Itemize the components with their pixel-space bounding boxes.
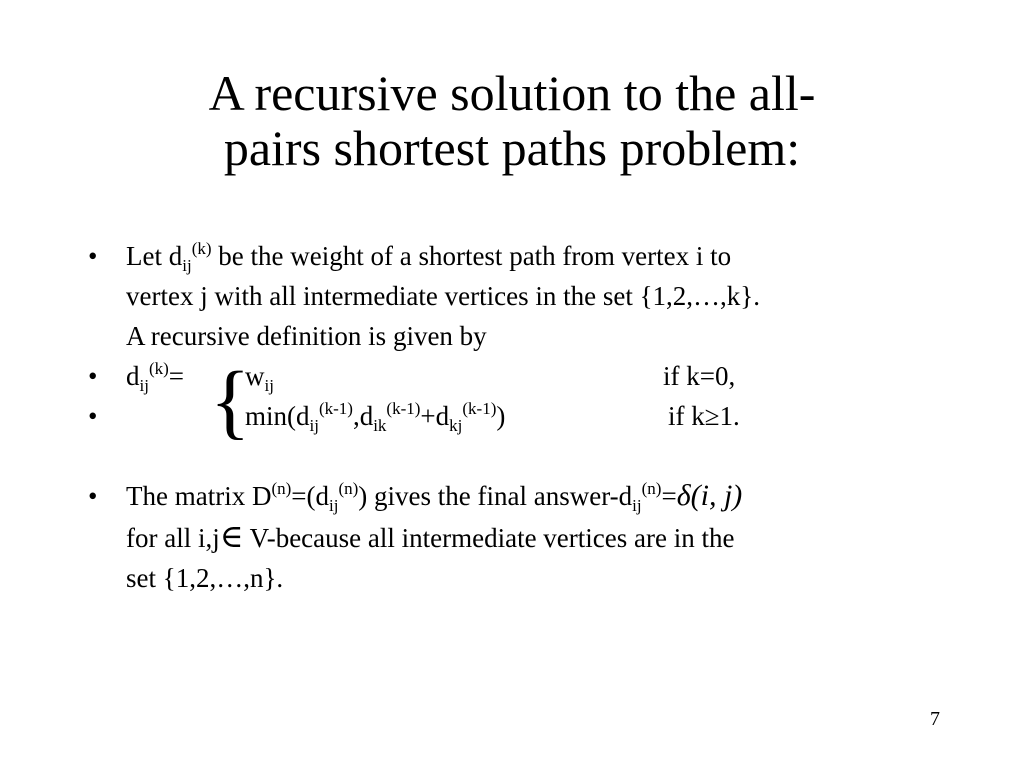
bullet4-eq-d: =(d	[291, 481, 330, 511]
bullet4-mid: ) gives the final answer-d	[358, 481, 633, 511]
bullet-dot: •	[88, 241, 98, 271]
bullet1-sup: (k)	[191, 239, 212, 258]
case2-expression	[245, 396, 505, 436]
page-number: 7	[930, 708, 940, 730]
bullet-dot: •	[88, 481, 98, 511]
case2-plus-d: +d	[420, 401, 450, 431]
bullet-dot: •	[88, 401, 98, 431]
slide-title	[60, 66, 964, 176]
bullet2-eq: =	[168, 361, 185, 391]
bullet-definition	[88, 236, 968, 356]
case2-close: )	[496, 401, 506, 431]
case2-condition: if k≥1.	[668, 401, 740, 431]
case1-sub: ij	[264, 376, 274, 395]
case2-min: min(d	[245, 401, 310, 431]
bullet4-lead: The matrix D	[126, 481, 272, 511]
case2-sub3: kj	[449, 416, 463, 435]
case2-sup3: (k-1)	[462, 399, 497, 418]
case2-sub2: ik	[373, 416, 387, 435]
bullet4-sub-ij2: ij	[632, 496, 642, 515]
bullet2-sub: ij	[139, 376, 149, 395]
bullet1-line2: vertex j with all intermediate vertices in the set {1,2,…,k}.	[126, 281, 760, 311]
bullet4-sup-n2: (n)	[338, 479, 359, 498]
piecewise-brace: {	[210, 355, 251, 448]
title-line-1: A recursive solution to the all-	[208, 65, 816, 121]
bullet-dot: •	[88, 361, 98, 391]
bullet4-sub-ij: ij	[329, 496, 339, 515]
case2-sup2: (k-1)	[386, 399, 421, 418]
bullet2-lead: d	[126, 361, 140, 391]
bullet1-line1: be the weight of a shortest path from vertex i to	[211, 241, 732, 271]
title-line-2: pairs shortest paths problem:	[223, 120, 801, 176]
bullet4-line2-post: V-because all intermediate vertices are in the	[243, 523, 735, 553]
bullet4-line2-pre: for all i,j	[126, 523, 220, 553]
case1-w: w	[245, 361, 265, 391]
bullet-final-answer	[88, 476, 968, 598]
bullet1-lead: Let d	[126, 241, 183, 271]
bullet4-sup-n3: (n)	[641, 479, 662, 498]
bullet2-sup: (k)	[148, 359, 169, 378]
bullet1-line3: A recursive definition is given by	[126, 321, 487, 351]
bullet1-sub: ij	[182, 256, 192, 275]
bullet4-line3: set {1,2,…,n}.	[126, 563, 284, 593]
case2-sup1: (k-1)	[318, 399, 353, 418]
bullet4-sup-n: (n)	[271, 479, 292, 498]
delta-formula: δ(i, j)	[676, 479, 743, 512]
case2-comma-d: ,d	[352, 401, 374, 431]
bullet4-eq: =	[661, 481, 677, 511]
case1-condition: if k=0,	[663, 361, 736, 391]
element-of-symbol: ∈	[219, 518, 244, 554]
case2-sub1: ij	[309, 416, 319, 435]
